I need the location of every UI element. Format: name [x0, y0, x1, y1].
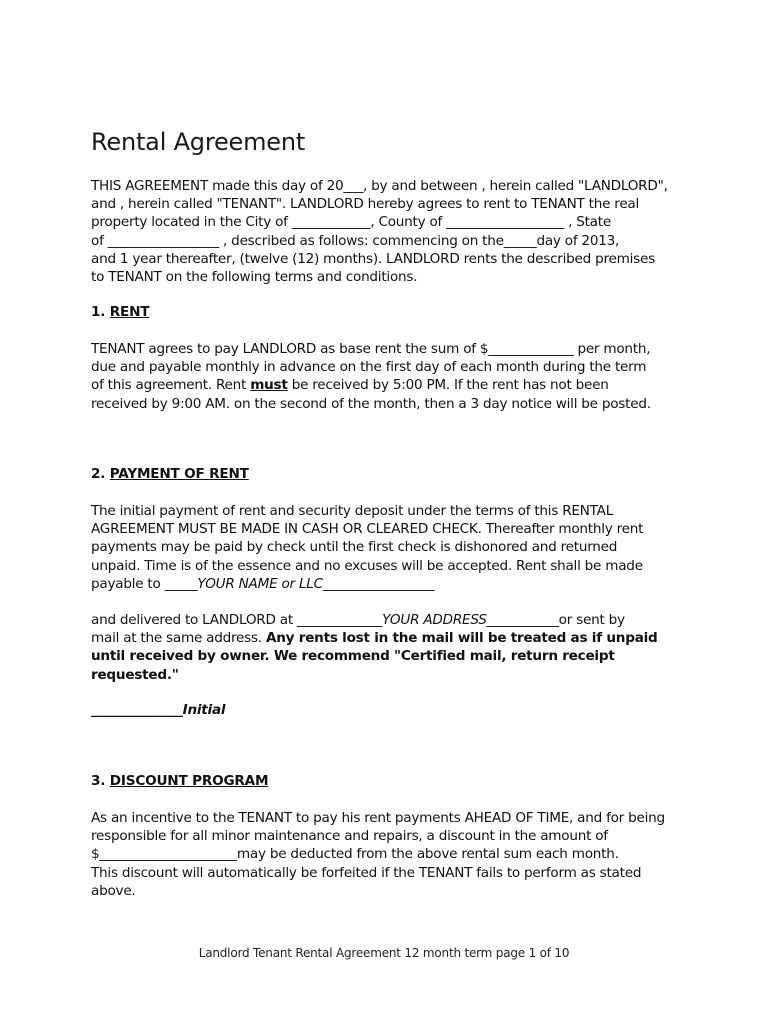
payment-paragraph-1: [91, 502, 691, 593]
intro-line: of _________________ , described as follows: commencing on the_____day of 2013,: [91, 232, 620, 249]
section-title: DISCOUNT PROGRAM: [109, 773, 269, 789]
payment-line: until received by owner. We recommend "Certified mail, return receipt: [91, 648, 615, 665]
page-title: Rental Agreement: [91, 128, 306, 156]
payment-line: [91, 575, 691, 593]
name-placeholder: YOUR NAME or LLC: [197, 575, 323, 592]
discount-line: above.: [91, 882, 136, 899]
section-title: RENT: [109, 304, 150, 320]
section-title: PAYMENT OF RENT: [109, 466, 249, 482]
payment-line: The initial payment of rent and security deposit under the terms of this RENTAL: [91, 503, 614, 519]
discount-paragraph: [91, 809, 691, 900]
initial-field: [91, 701, 691, 719]
section-number: 2.: [91, 466, 106, 482]
payment-text: _________________: [322, 575, 435, 592]
payment-line: [91, 611, 691, 629]
intro-line: property located in the City of ____________, County of __________________ , State: [91, 214, 611, 231]
payment-line: [91, 629, 691, 647]
discount-line: This discount will automatically be forfeited if the TENANT fails to perform as stated: [91, 864, 642, 881]
payment-text: ___________or sent by: [486, 612, 625, 628]
payment-bold-text: Any rents lost in the mail will be treated as if unpaid: [265, 630, 658, 647]
payment-paragraph-2: [91, 611, 691, 684]
rent-line: received by 9:00 AM. on the second of the month, then a 3 day notice will be posted.: [91, 395, 651, 412]
initial-blank: ______________: [91, 702, 183, 718]
intro-line: THIS AGREEMENT made this day of 20___, by and between , herein called "LANDLORD",: [91, 178, 668, 194]
intro-line: and 1 year thereafter, (twelve (12) months). LANDLORD rents the described premises: [91, 250, 655, 267]
section-heading-payment: [91, 466, 249, 482]
payment-text: payable to _____: [91, 575, 198, 592]
initial-label: Initial: [182, 702, 226, 718]
rent-text: be received by 5:00 PM. If the rent has not been: [287, 377, 609, 394]
intro-paragraph: [91, 177, 691, 286]
payment-text: mail at the same address.: [91, 630, 266, 647]
rent-line: [91, 376, 691, 394]
rent-text: of this agreement. Rent: [91, 377, 251, 394]
section-number: 3.: [91, 773, 106, 789]
section-heading-rent: [91, 304, 149, 320]
address-placeholder: YOUR ADDRESS: [382, 612, 487, 628]
payment-line: unpaid. Time is of the essence and no excuses will be accepted. Rent shall be made: [91, 557, 643, 574]
payment-line: payments may be paid by check until the first check is dishonored and returned: [91, 539, 618, 556]
section-number: 1.: [91, 304, 106, 320]
page-footer: Landlord Tenant Rental Agreement 12 month term page 1 of 10: [198, 946, 570, 960]
section-heading-discount: [91, 773, 268, 789]
must-emphasis: must: [250, 377, 288, 394]
discount-line: $_____________________may be deducted from the above rental sum each month.: [91, 846, 619, 863]
rent-line: due and payable monthly in advance on the first day of each month during the term: [91, 359, 647, 376]
payment-line: AGREEMENT MUST BE MADE IN CASH OR CLEARED CHECK. Thereafter monthly rent: [91, 521, 644, 538]
discount-line: responsible for all minor maintenance and repairs, a discount in the amount of: [91, 828, 608, 845]
discount-line: As an incentive to the TENANT to pay his rent payments AHEAD OF TIME, and for being: [91, 810, 665, 826]
intro-line: and , herein called "TENANT". LANDLORD hereby agrees to rent to TENANT the real: [91, 196, 640, 213]
rent-paragraph: [91, 340, 691, 413]
rent-line: TENANT agrees to pay LANDLORD as base rent the sum of $_____________ per month,: [91, 341, 651, 357]
payment-text: and delivered to LANDLORD at _____________: [91, 612, 383, 628]
initial-line: [91, 701, 691, 719]
intro-line: to TENANT on the following terms and conditions.: [91, 269, 418, 286]
payment-line: requested.": [91, 666, 179, 683]
